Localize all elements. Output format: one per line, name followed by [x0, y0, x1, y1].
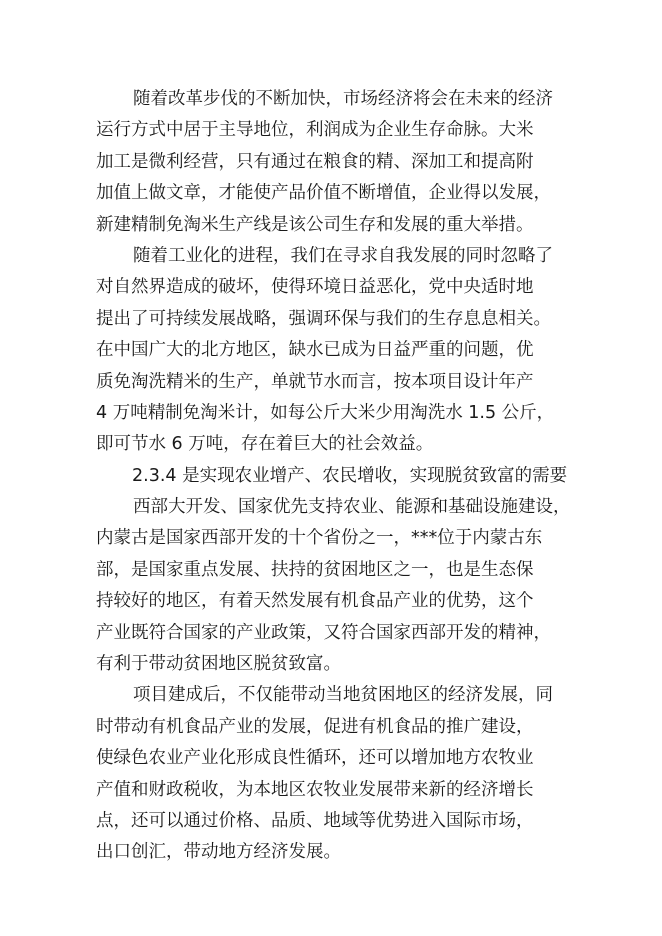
section-heading	[96, 461, 586, 492]
document-body	[96, 84, 586, 869]
text-line: 4 万吨精制免淘米计，如每公斤大米少用淘洗水 1.5 公斤，	[96, 402, 555, 423]
paragraph-western-development	[96, 492, 586, 680]
paragraph-market-economy	[96, 84, 586, 241]
text-line: 提出了可持续发展战略，强调环保与我们的生存息息相关。	[96, 308, 551, 329]
text-line: 出口创汇，带动地方经济发展。	[96, 842, 341, 863]
text-line: 产值和财政税收，为本地区农牧业发展带来新的经济增长	[96, 779, 534, 800]
text-line: 加值上做文章，才能使产品价值不断增值，企业得以发展，	[96, 183, 551, 204]
text-line: 对自然界造成的破坏，使得环境日益恶化，党中央适时地	[96, 277, 534, 298]
text-line: 随着改革步伐的不断加快，市场经济将会在未来的经济	[133, 89, 553, 109]
text-line: 即可节水 6 万吨，存在着巨大的社会效益。	[96, 434, 434, 455]
text-line: 西部大开发、国家优先支持农业、能源和基础设施建设，	[133, 497, 571, 518]
text-line: 内蒙古是国家西部开发的十个省份之一，***位于内蒙古东	[96, 528, 543, 549]
paragraph-project-benefits	[96, 680, 586, 868]
text-line: 在中国广大的北方地区，缺水已成为日益严重的问题，优	[96, 340, 534, 361]
paragraph-industrialization	[96, 241, 586, 461]
text-line: 运行方式中居于主导地位，利润成为企业生存命脉。大米	[96, 120, 534, 141]
text-line: 随着工业化的进程，我们在寻求自我发展的同时忽略了	[133, 245, 553, 266]
section-heading-text: 2.3.4 是实现农业增产、农民增收，实现脱贫致富的需要	[132, 465, 568, 486]
text-line: 产业既符合国家的产业政策，又符合国家西部开发的精神，	[96, 622, 551, 643]
text-line: 使绿色农业产业化形成良性循环，还可以增加地方农牧业	[96, 748, 534, 769]
text-line: 部，是国家重点发展、扶持的贫困地区之一，也是生态保	[96, 559, 534, 580]
text-line: 加工是微利经营，只有通过在粮食的精、深加工和提高附	[96, 151, 534, 172]
text-line: 点，还可以通过价格、品质、地域等优势进入国际市场，	[96, 810, 534, 831]
text-line: 项目建成后，不仅能带动当地贫困地区的经济发展，同	[133, 685, 553, 706]
text-line: 质免淘洗精米的生产，单就节水而言，按本项目设计年产	[96, 371, 534, 392]
text-line: 有利于带动贫困地区脱贫致富。	[96, 654, 341, 675]
text-line: 新建精制免淘米生产线是该公司生存和发展的重大举措。	[96, 214, 534, 235]
text-line: 持较好的地区，有着天然发展有机食品产业的优势，这个	[96, 591, 534, 612]
text-line: 时带动有机食品产业的发展，促进有机食品的推广建设，	[96, 716, 534, 737]
